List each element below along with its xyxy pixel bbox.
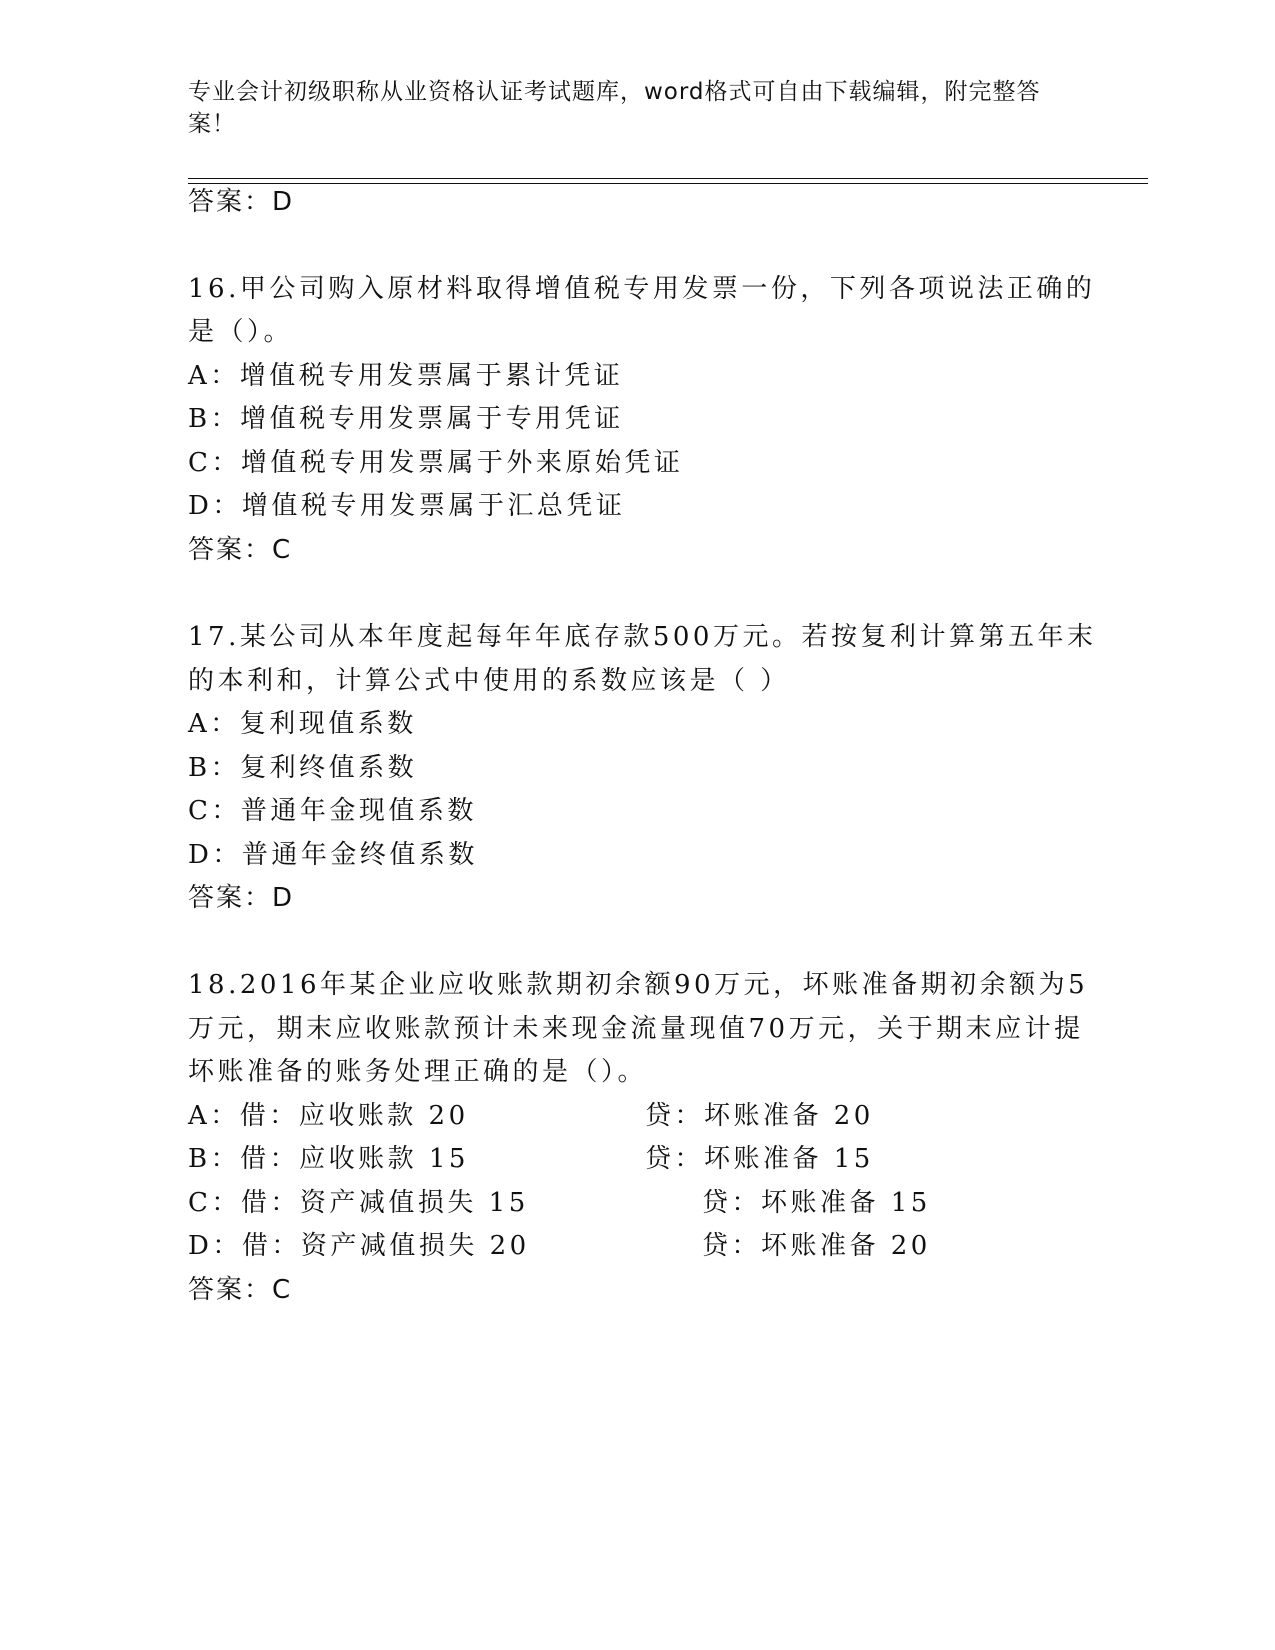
question-17-stem: 17.某公司从本年度起每年年底存款500万元。若按复利计算第五年末 <box>188 622 1097 652</box>
question-17-option-a: A：复利现值系数 <box>188 709 417 739</box>
question-16-stem: 16.甲公司购入原材料取得增值税专用发票一份，下列各项说法正确的 <box>188 274 1096 304</box>
question-18-option-b-debit: B：借：应收账款 15 <box>188 1144 469 1174</box>
question-17-option-c: C：普通年金现值系数 <box>188 796 477 826</box>
question-16-stem-cont: 是（）。 <box>188 317 294 347</box>
header-divider-second <box>188 183 1148 184</box>
question-18-stem: 18.2016年某企业应收账款期初余额90万元，坏账准备期初余额为5 <box>188 970 1089 1000</box>
question-16-option-b: B：增值税专用发票属于专用凭证 <box>188 404 624 434</box>
question-18-option-d-credit: 贷：坏账准备 20 <box>702 1231 931 1261</box>
question-18-option-a-credit: 贷：坏账准备 20 <box>645 1101 874 1131</box>
question-17-answer: 答案：D <box>188 883 295 913</box>
question-18-option-c-debit: C：借：资产减值损失 15 <box>188 1188 529 1218</box>
page-header: 专业会计初级职称从业资格认证考试题库，word格式可自由下载编辑，附完整答案！ <box>188 79 1041 137</box>
question-16-answer: 答案：C <box>188 535 293 565</box>
question-18-option-c-credit: 贷：坏账准备 15 <box>702 1188 931 1218</box>
question-16-option-a: A：增值税专用发票属于累计凭证 <box>188 361 624 391</box>
question-18-option-b-credit: 贷：坏账准备 15 <box>645 1144 874 1174</box>
question-18-stem-cont-2: 坏账准备的账务处理正确的是（）。 <box>188 1057 648 1087</box>
question-17-option-b: B：复利终值系数 <box>188 753 418 783</box>
question-18-answer: 答案：C <box>188 1275 293 1305</box>
question-18-option-a-debit: A：借：应收账款 20 <box>188 1101 469 1131</box>
question-17-option-d: D：普通年金终值系数 <box>188 840 478 870</box>
question-18-stem-cont: 万元，期末应收账款预计未来现金流量现值70万元，关于期末应计提 <box>188 1014 1084 1044</box>
header-divider <box>188 178 1148 179</box>
question-16-option-d: D：增值税专用发票属于汇总凭证 <box>188 491 626 521</box>
question-16-option-c: C：增值税专用发票属于外来原始凭证 <box>188 448 684 478</box>
question-18-option-d-debit: D：借：资产减值损失 20 <box>188 1231 530 1261</box>
question-17-stem-cont: 的本利和，计算公式中使用的系数应该是（ ） <box>188 666 790 696</box>
previous-answer: 答案：D <box>188 187 295 217</box>
